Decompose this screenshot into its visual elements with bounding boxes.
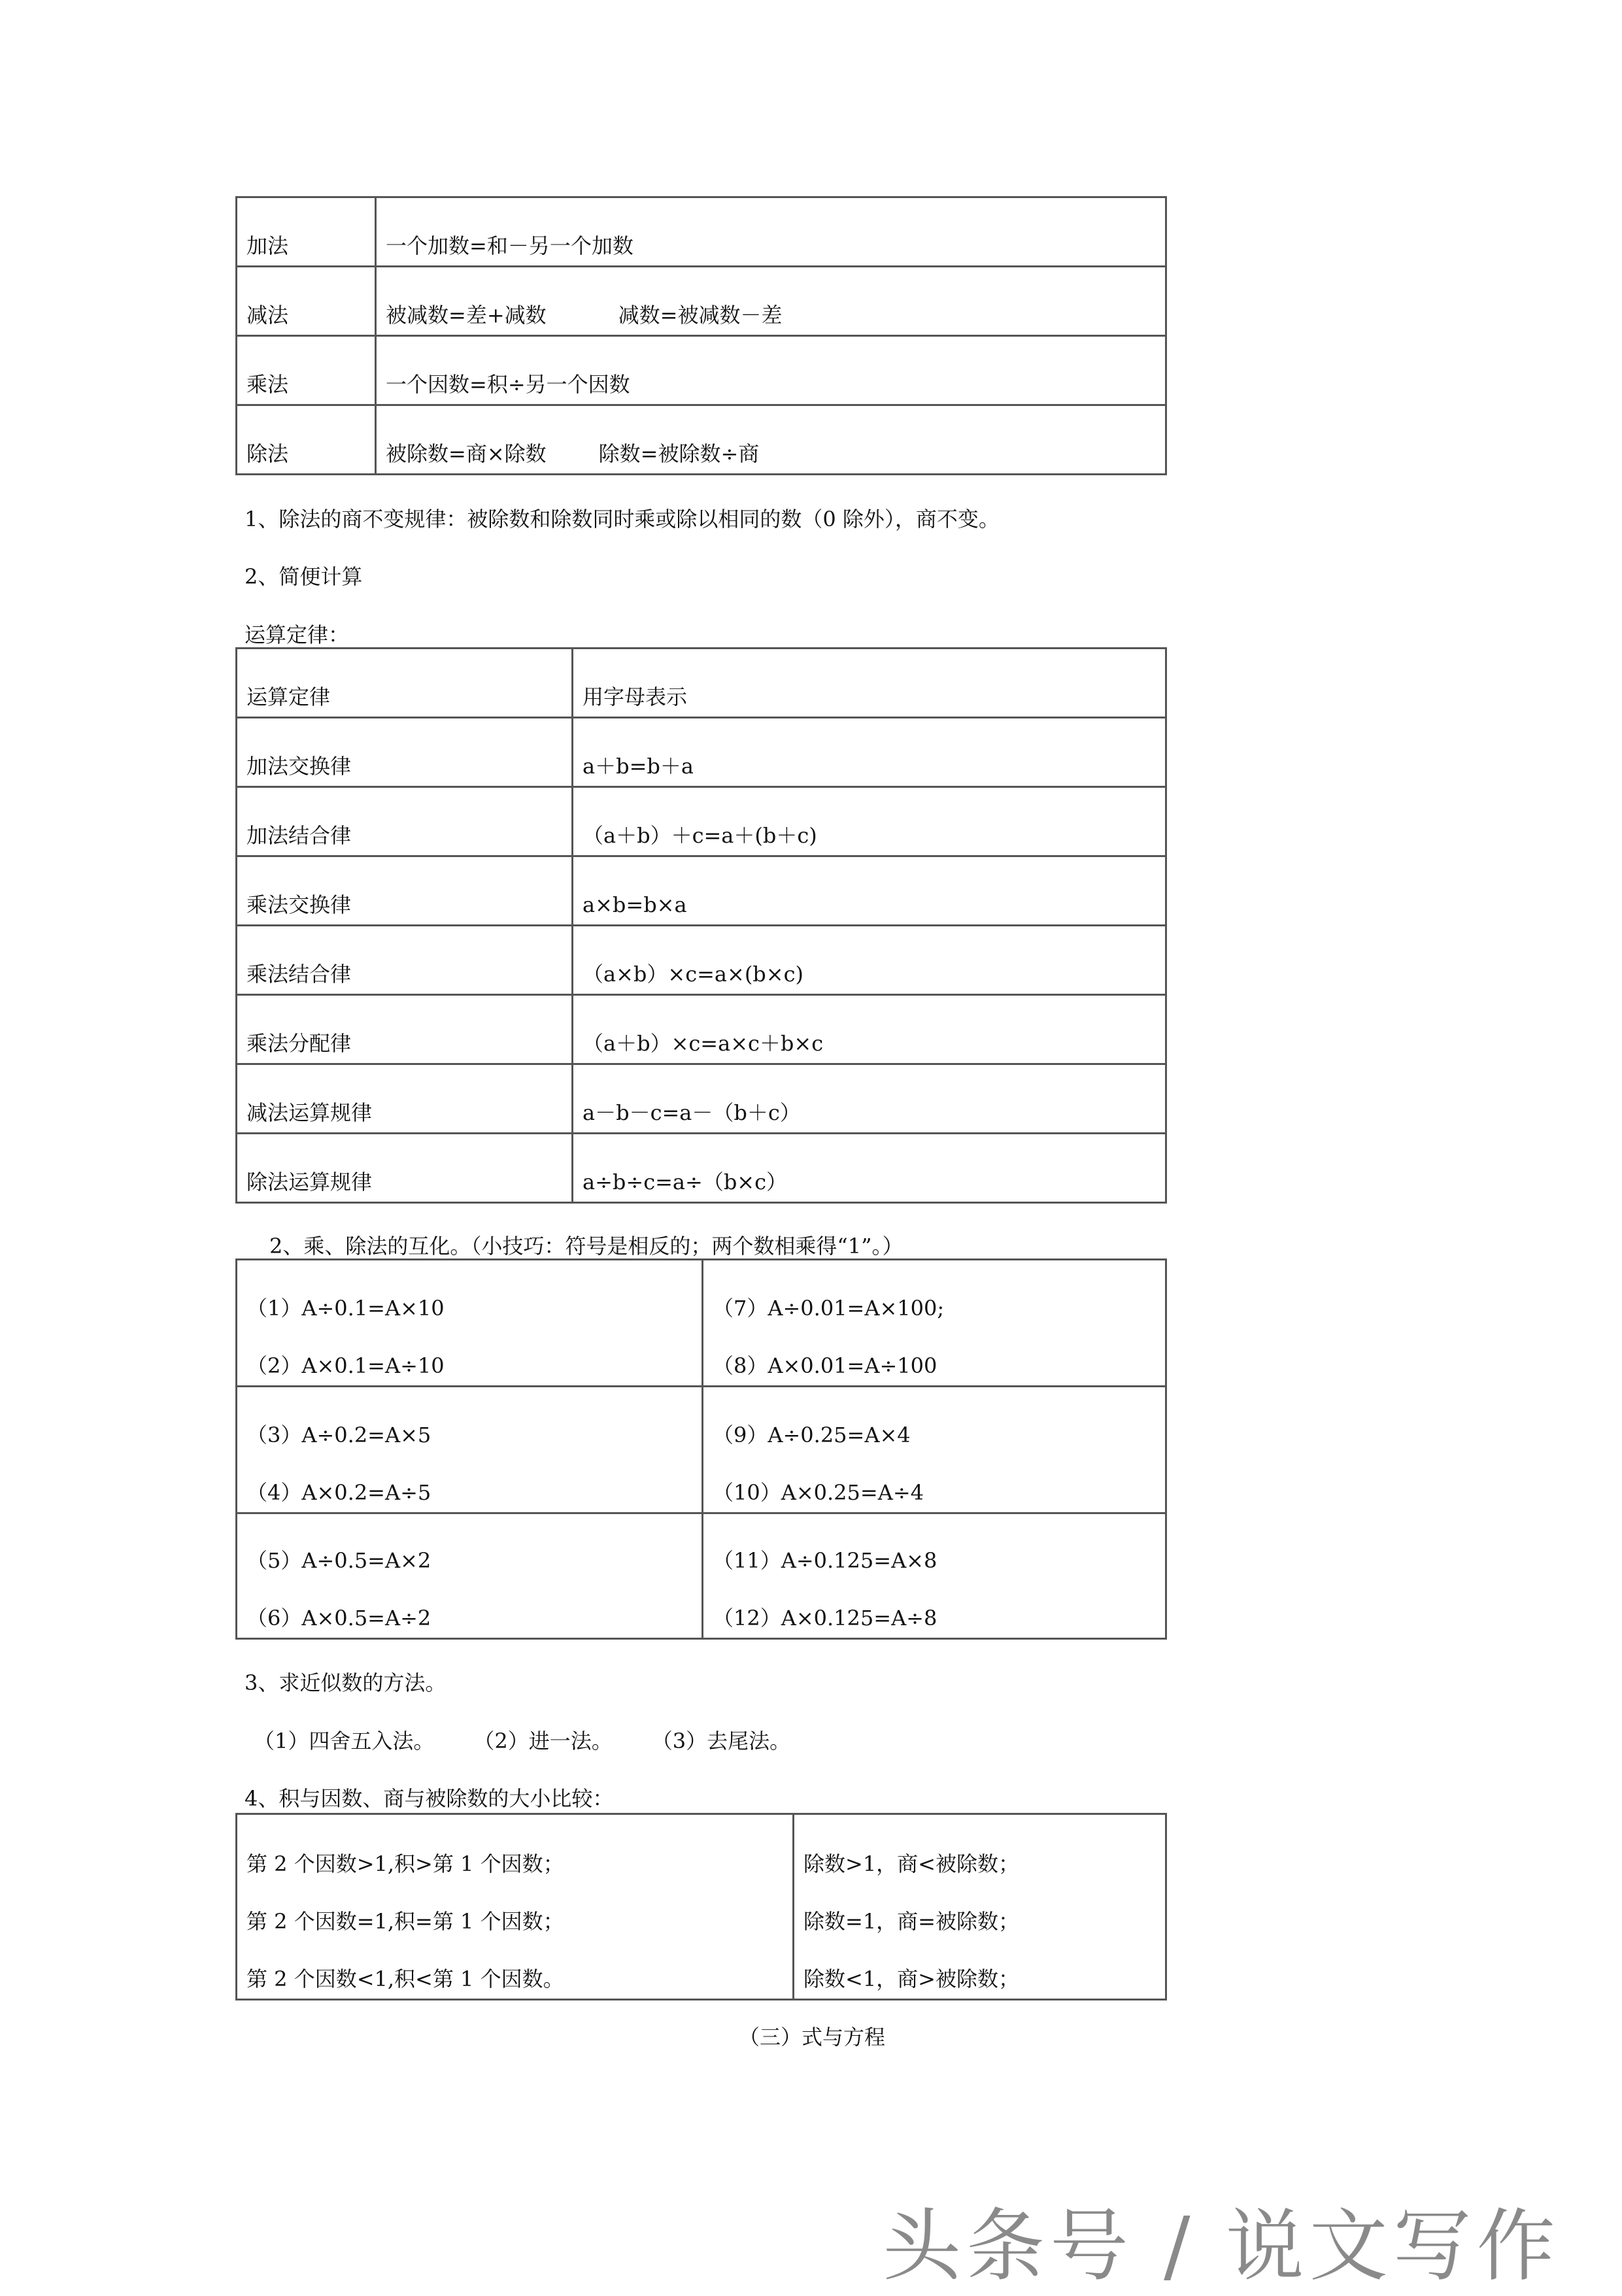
table-row: [237, 1513, 1166, 1639]
paragraph-compare: 4、积与因数、商与被除数的大小比较：: [245, 1786, 614, 1811]
table-row: [237, 926, 1166, 995]
compare-table: [235, 1813, 1167, 2001]
paragraph-approx-methods: 3、求近似数的方法。: [245, 1670, 447, 1695]
table-row: [237, 1134, 1166, 1203]
law-formula: （a＋b）＋c=a＋(b＋c): [573, 787, 1166, 856]
section-heading: （三）式与方程: [739, 2025, 886, 2050]
operations-table: [235, 196, 1167, 475]
law-name: 除法运算规律: [237, 1134, 573, 1203]
law-name: 加法结合律: [237, 787, 573, 856]
law-formula: （a＋b）×c=a×c＋b×c: [573, 995, 1166, 1064]
column-header: 运算定律: [237, 649, 573, 718]
table-row: [237, 995, 1166, 1064]
law-name: 加法交换律: [237, 718, 573, 787]
paragraph-mul-div-convert: 2、乘、除法的互化。（小技巧：符号是相反的；两个数相乘得“1”。）: [269, 1234, 904, 1258]
compare-cell-factor: 第 2 个因数>1,积>第 1 个因数； 第 2 个因数=1,积=第 1 个因数； 第 2 个因数<1,积<第 1 个因数。: [237, 1814, 794, 2000]
table-row: [237, 1387, 1166, 1513]
law-formula: a÷b÷c=a÷（b×c）: [573, 1134, 1166, 1203]
table-row: [237, 405, 1166, 475]
table-row: [237, 336, 1166, 405]
law-name: 乘法结合律: [237, 926, 573, 995]
table-header-row: [237, 649, 1166, 718]
op-formula: 一个加数=和－另一个加数: [376, 197, 1166, 267]
conversion-table: [235, 1258, 1167, 1640]
table-row: [237, 1064, 1166, 1134]
table-row: [237, 197, 1166, 267]
op-formula: 被减数=差+减数 减数=被减数－差: [376, 267, 1166, 336]
watermark: 头条号 / 说文写作: [883, 2201, 1561, 2292]
table-row: [237, 787, 1166, 856]
table-row: [237, 1260, 1166, 1387]
op-formula: 一个因数=积÷另一个因数: [376, 336, 1166, 405]
conversion-cell: （11）A÷0.125=A×8 （12）A×0.125=A÷8: [703, 1513, 1166, 1639]
law-name: 减法运算规律: [237, 1064, 573, 1134]
law-formula: a－b－c=a－（b＋c）: [573, 1064, 1166, 1134]
law-formula: a＋b=b＋a: [573, 718, 1166, 787]
law-formula: a×b=b×a: [573, 856, 1166, 926]
column-header: 用字母表示: [573, 649, 1166, 718]
paragraph-simple-calc: 2、简便计算: [245, 564, 363, 589]
table-row: [237, 718, 1166, 787]
table-row: [237, 1814, 1166, 2000]
compare-cell-divisor: 除数>1，商<被除数； 除数=1，商=被除数； 除数<1，商>被除数；: [794, 1814, 1166, 2000]
table-row: [237, 856, 1166, 926]
op-formula: 被除数=商×除数 除数=被除数÷商: [376, 405, 1166, 475]
conversion-cell: （3）A÷0.2=A×5 （4）A×0.2=A÷5: [237, 1387, 703, 1513]
op-name: 乘法: [237, 336, 376, 405]
paragraph-quotient-rule: 1、除法的商不变规律：被除数和除数同时乘或除以相同的数（0 除外），商不变。: [245, 507, 1000, 532]
op-name: 减法: [237, 267, 376, 336]
paragraph-approx-list: （1）四舍五入法。 （2）进一法。 （3）去尾法。: [254, 1729, 791, 1753]
conversion-cell: （1）A÷0.1=A×10 （2）A×0.1=A÷10: [237, 1260, 703, 1387]
law-name: 乘法分配律: [237, 995, 573, 1064]
conversion-cell: （9）A÷0.25=A×4 （10）A×0.25=A÷4: [703, 1387, 1166, 1513]
law-name: 乘法交换律: [237, 856, 573, 926]
law-formula: （a×b）×c=a×(b×c): [573, 926, 1166, 995]
op-name: 加法: [237, 197, 376, 267]
conversion-cell: （7）A÷0.01=A×100; （8）A×0.01=A÷100: [703, 1260, 1166, 1387]
paragraph-laws-label: 运算定律：: [245, 622, 350, 647]
op-name: 除法: [237, 405, 376, 475]
table-row: [237, 267, 1166, 336]
conversion-cell: （5）A÷0.5=A×2 （6）A×0.5=A÷2: [237, 1513, 703, 1639]
laws-table: [235, 647, 1167, 1204]
